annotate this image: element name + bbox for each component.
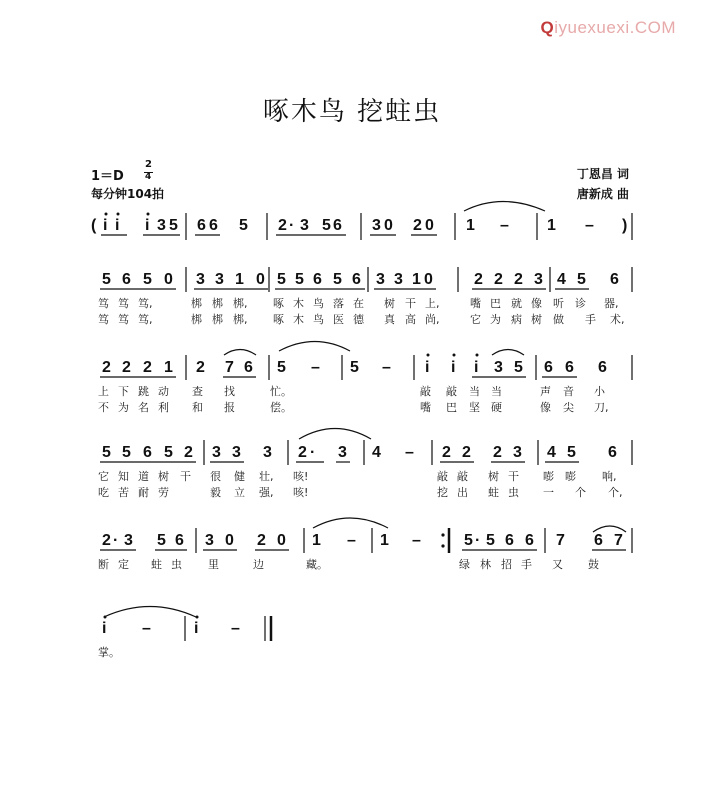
lyric-verse-2: 术, <box>610 313 625 326</box>
note: 1 <box>380 532 389 549</box>
note: 3 <box>534 271 543 288</box>
lyric-verse-1: 掌。 <box>98 646 120 659</box>
lyric-verse-1: 藏。 <box>306 558 328 571</box>
lyric-verse-1: 当 <box>491 385 502 398</box>
note: 6 <box>175 532 184 549</box>
lyric-verse-2: 个, <box>608 486 623 499</box>
lyric-verse-1: 下 <box>118 385 129 398</box>
lyric-verse-1: 手 <box>521 558 532 571</box>
lyric-verse-1: 鼓 <box>588 558 599 571</box>
lyric-verse-2: 鸟 <box>313 313 324 326</box>
lyric-verse-1: 道 <box>138 470 149 483</box>
tie-slur <box>464 202 545 212</box>
lyric-verse-2: 梆 <box>212 313 223 326</box>
time-signature-bottom: 4 <box>145 172 152 182</box>
note: 2 <box>474 271 483 288</box>
note: 2 <box>514 271 523 288</box>
lyric-verse-1: 笃 <box>98 297 109 310</box>
note: 6 <box>143 444 152 461</box>
note: 2 <box>102 532 111 549</box>
tie-slur <box>313 518 388 528</box>
lyric-verse-1: 它 <box>98 470 109 483</box>
lyric-verse-1: 知 <box>118 470 129 483</box>
note: 6 <box>197 217 206 234</box>
note: · <box>289 217 295 234</box>
lyricist: 丁恩昌 词 <box>576 167 629 181</box>
note: i <box>103 217 108 234</box>
lyric-verse-2: 吃 <box>98 486 109 499</box>
lyric-verse-2: 尚, <box>425 313 440 326</box>
note: 0 <box>384 217 393 234</box>
octave-dot <box>117 213 120 216</box>
lyric-verse-1: 在 <box>353 297 364 310</box>
lyric-verse-1: 虫 <box>171 558 182 571</box>
lyric-verse-1: 鸟 <box>313 297 324 310</box>
note: 1 <box>312 532 321 549</box>
note: 3 <box>263 444 272 461</box>
note: · <box>310 444 316 461</box>
lyric-verse-1: 就 <box>511 297 522 310</box>
lyric-verse-1: 树 <box>384 297 395 310</box>
lyric-verse-1: 干 <box>180 470 191 483</box>
note: 3 <box>513 444 522 461</box>
note: 0 <box>256 271 265 288</box>
lyric-verse-1: 查 <box>192 385 203 398</box>
lyric-verse-1: 敲 <box>420 385 431 398</box>
lyric-verse-1: 像 <box>531 297 542 310</box>
lyric-verse-1: 树 <box>158 470 169 483</box>
lyric-verse-1: 壮, <box>259 470 274 483</box>
lyric-verse-2: 手 <box>585 313 596 326</box>
note: 6 <box>352 271 361 288</box>
lyric-verse-1: 嘭 <box>543 470 554 483</box>
lyric-verse-2: 报 <box>224 401 235 414</box>
note: 3 <box>232 444 241 461</box>
lyric-verse-2: 笃 <box>118 313 129 326</box>
lyric-verse-1: 梆 <box>191 297 202 310</box>
note: 5 <box>277 271 286 288</box>
note: i <box>425 359 430 376</box>
repeat-dot <box>441 533 444 536</box>
lyric-verse-2: 树 <box>531 313 542 326</box>
lyric-verse-2: 病 <box>511 313 522 326</box>
note: 2 <box>413 217 422 234</box>
lyric-verse-2: 笃 <box>98 313 109 326</box>
lyric-verse-2: 虫 <box>508 486 519 499</box>
note: 6 <box>608 444 617 461</box>
note: 5 <box>122 444 131 461</box>
note: 5 <box>277 359 286 376</box>
lyric-verse-1: 上 <box>98 385 109 398</box>
lyric-verse-1: 当 <box>469 385 480 398</box>
lyric-verse-1: 上, <box>425 297 440 310</box>
note: i <box>474 359 479 376</box>
note: 2 <box>493 444 502 461</box>
note: 6 <box>505 532 514 549</box>
note: 5 <box>157 532 166 549</box>
octave-dot <box>196 616 199 619</box>
note: 2 <box>122 359 131 376</box>
note: 5 <box>333 271 342 288</box>
note: 7 <box>614 532 623 549</box>
note: 3 <box>372 217 381 234</box>
lyric-verse-1: 巴 <box>490 297 501 310</box>
note: 3 <box>394 271 403 288</box>
lyric-verse-1: 里 <box>208 558 219 571</box>
lyric-verse-2: 做 <box>553 313 564 326</box>
note: 0 <box>425 217 434 234</box>
lyric-verse-1: 笃 <box>118 297 129 310</box>
lyric-verse-1: 敲 <box>457 470 468 483</box>
note: – <box>500 217 509 234</box>
note: 6 <box>122 271 131 288</box>
note: 0 <box>164 271 173 288</box>
lyric-verse-1: 干 <box>405 297 416 310</box>
note: i <box>115 217 120 234</box>
lyric-verse-1: 器, <box>604 297 619 310</box>
composer: 唐新成 曲 <box>576 187 629 201</box>
note: 5 <box>169 217 178 234</box>
lyric-verse-1: 响, <box>602 470 617 483</box>
lyric-verse-1: 敲 <box>446 385 457 398</box>
lyric-verse-1: 敲 <box>437 470 448 483</box>
note: 2 <box>257 532 266 549</box>
tie-slur <box>104 607 196 618</box>
key-signature: 1＝D <box>91 169 124 184</box>
lyric-verse-1: 听 <box>553 297 564 310</box>
lyric-verse-2: 耐 <box>138 486 149 499</box>
lyric-verse-2: 利 <box>158 401 169 414</box>
time-signature-top: 2 <box>145 159 152 170</box>
note: 1 <box>164 359 173 376</box>
note: 5 <box>164 444 173 461</box>
note: 2 <box>298 444 307 461</box>
note: i <box>145 217 150 234</box>
lyric-verse-2: 挖 <box>437 486 448 499</box>
note: 4 <box>547 444 556 461</box>
lyric-verse-2: 苦 <box>118 486 129 499</box>
tie-slur <box>593 526 626 532</box>
lyric-verse-1: 嘴 <box>470 297 481 310</box>
note: 2 <box>102 359 111 376</box>
lyric-verse-1: 梆 <box>212 297 223 310</box>
lyric-verse-1: 音 <box>563 385 574 398</box>
lyric-verse-2: 为 <box>118 401 129 414</box>
lyric-verse-1: 定 <box>118 558 129 571</box>
lyric-verse-1: 木 <box>293 297 304 310</box>
note: – <box>347 532 356 549</box>
note: 7 <box>225 359 234 376</box>
note: 1 <box>466 217 475 234</box>
lyric-verse-1: 落 <box>333 297 344 310</box>
lyric-verse-1: 边 <box>253 558 264 571</box>
note: – <box>231 620 240 637</box>
note: 6 <box>313 271 322 288</box>
repeat-dot <box>441 544 444 547</box>
note: 6 <box>209 217 218 234</box>
octave-dot <box>104 616 107 619</box>
lyric-verse-1: 断 <box>98 558 109 571</box>
lyric-verse-2: 真 <box>384 313 395 326</box>
lyric-verse-1: 找 <box>224 385 235 398</box>
note: · <box>475 532 481 549</box>
note: 2 <box>278 217 287 234</box>
lyric-verse-2: 高 <box>405 313 416 326</box>
note: i <box>194 620 199 637</box>
note: 5 <box>102 444 111 461</box>
lyric-verse-2: 强, <box>259 486 274 499</box>
note: 6 <box>544 359 553 376</box>
note: 3 <box>196 271 205 288</box>
tie-slur <box>279 342 350 352</box>
note: 5 <box>486 532 495 549</box>
lyric-verse-2: 医 <box>333 313 344 326</box>
note: 5 <box>239 217 248 234</box>
lyric-verse-2: 毅 <box>210 486 221 499</box>
lyric-verse-2: 个 <box>575 486 586 499</box>
lyric-verse-2: 出 <box>457 486 468 499</box>
note: 1 <box>547 217 556 234</box>
lyric-verse-1: 很 <box>210 470 221 483</box>
lyric-verse-2: 劳 <box>158 486 169 499</box>
dots <box>104 213 479 619</box>
lyric-verse-2: 名 <box>138 401 149 414</box>
note: 3 <box>494 359 503 376</box>
note: 5 <box>567 444 576 461</box>
note: 2 <box>494 271 503 288</box>
lyric-verse-2: 它 <box>470 313 481 326</box>
note: 5 <box>577 271 586 288</box>
note: 2 <box>143 359 152 376</box>
note: 2 <box>462 444 471 461</box>
note: 5 <box>143 271 152 288</box>
note: 3 <box>157 217 166 234</box>
lyric-verse-2: 为 <box>490 313 501 326</box>
note: ) <box>622 217 628 234</box>
note: 4 <box>557 271 566 288</box>
lyric-verse-1: 蛀 <box>151 558 162 571</box>
octave-dot <box>147 213 150 216</box>
lyric-verse-2: 刀, <box>594 401 609 414</box>
note: 7 <box>556 532 565 549</box>
note: 3 <box>212 444 221 461</box>
note: 6 <box>610 271 619 288</box>
lyric-verse-2: 梆, <box>233 313 248 326</box>
lyric-verse-1: 干 <box>508 470 519 483</box>
note: – <box>311 359 320 376</box>
lyric-verse-1: 小 <box>594 385 605 398</box>
note: 6 <box>525 532 534 549</box>
octave-dot <box>453 354 456 357</box>
lyric-verse-2: 巴 <box>446 401 457 414</box>
note: i <box>102 620 107 637</box>
lyric-verse-1: 树 <box>488 470 499 483</box>
note: – <box>412 532 421 549</box>
lyric-verse-2: 啄 <box>273 313 284 326</box>
note: 6 <box>333 217 342 234</box>
lyric-verse-2: 和 <box>192 401 203 414</box>
lyric-verse-2: 不 <box>98 401 109 414</box>
lyric-verse-2: 坚 <box>469 401 480 414</box>
lyric-verse-2: 咳! <box>293 486 309 499</box>
lyric-verse-2: 立 <box>234 486 245 499</box>
note: 0 <box>277 532 286 549</box>
note: 5 <box>350 359 359 376</box>
tempo-marking: 每分钟104拍 <box>91 187 165 201</box>
note: 5 <box>295 271 304 288</box>
note: ( <box>91 217 97 234</box>
note: 3 <box>376 271 385 288</box>
note: 3 <box>300 217 309 234</box>
song-title: 啄木鸟 挖蛀虫 <box>262 97 442 127</box>
lyric-verse-1: 忙。 <box>270 385 292 398</box>
lyric-verse-1: 啄 <box>273 297 284 310</box>
lyric-verse-1: 笃, <box>138 297 153 310</box>
note: – <box>585 217 594 234</box>
lyric-verse-2: 一 <box>543 486 554 499</box>
lyric-verse-1: 咳! <box>293 470 309 483</box>
lyric-verse-2: 木 <box>293 313 304 326</box>
note: 2 <box>196 359 205 376</box>
octave-dot <box>427 354 430 357</box>
lyric-verse-1: 嘭 <box>565 470 576 483</box>
note: 3 <box>205 532 214 549</box>
lyric-verse-1: 林 <box>480 558 491 571</box>
note: 2 <box>184 444 193 461</box>
note: 5 <box>464 532 473 549</box>
lyric-verse-2: 硬 <box>491 401 502 414</box>
note: – <box>405 444 414 461</box>
lyric-verse-2: 梆 <box>191 313 202 326</box>
note: 1 <box>235 271 244 288</box>
note: 3 <box>215 271 224 288</box>
note: 5 <box>514 359 523 376</box>
lyric-verse-1: 声 <box>540 385 551 398</box>
watermark-domain: iyuexuexi.COM <box>554 18 676 37</box>
note: 2 <box>442 444 451 461</box>
lyric-verse-2: 尖 <box>563 401 574 414</box>
note: 6 <box>594 532 603 549</box>
lyric-verse-1: 梆, <box>233 297 248 310</box>
lyric-verse-2: 笃, <box>138 313 153 326</box>
lyric-verse-1: 绿 <box>459 558 470 571</box>
watermark-q: Q <box>540 18 555 37</box>
lyric-verse-2: 嘴 <box>420 401 431 414</box>
note: · <box>113 532 119 549</box>
note: – <box>142 620 151 637</box>
lyric-verse-2: 偿。 <box>270 401 292 414</box>
lyric-verse-1: 又 <box>552 558 563 571</box>
lyric-verse-2: 像 <box>540 401 551 414</box>
octave-dot <box>476 354 479 357</box>
lyric-verse-1: 动 <box>158 385 169 398</box>
note: 5 <box>102 271 111 288</box>
lyric-verse-1: 健 <box>234 470 245 483</box>
note: – <box>382 359 391 376</box>
tie-slur <box>492 350 524 356</box>
note: 1 <box>412 271 421 288</box>
octave-dot <box>105 213 108 216</box>
lyric-verse-2: 蛀 <box>488 486 499 499</box>
note: 3 <box>124 532 133 549</box>
note: 3 <box>338 444 347 461</box>
note: 0 <box>424 271 433 288</box>
lyric-verse-1: 招 <box>501 558 512 571</box>
note: i <box>451 359 456 376</box>
tie-slur <box>299 429 371 440</box>
tie-slur <box>224 350 256 356</box>
note: 4 <box>372 444 381 461</box>
note: 0 <box>225 532 234 549</box>
lyric-verse-1: 跳 <box>138 385 149 398</box>
note: 6 <box>598 359 607 376</box>
lyric-verse-1: 诊 <box>575 297 586 310</box>
lyric-verse-2: 德 <box>353 313 364 326</box>
note: 6 <box>244 359 253 376</box>
note: 6 <box>565 359 574 376</box>
note: 5 <box>322 217 331 234</box>
